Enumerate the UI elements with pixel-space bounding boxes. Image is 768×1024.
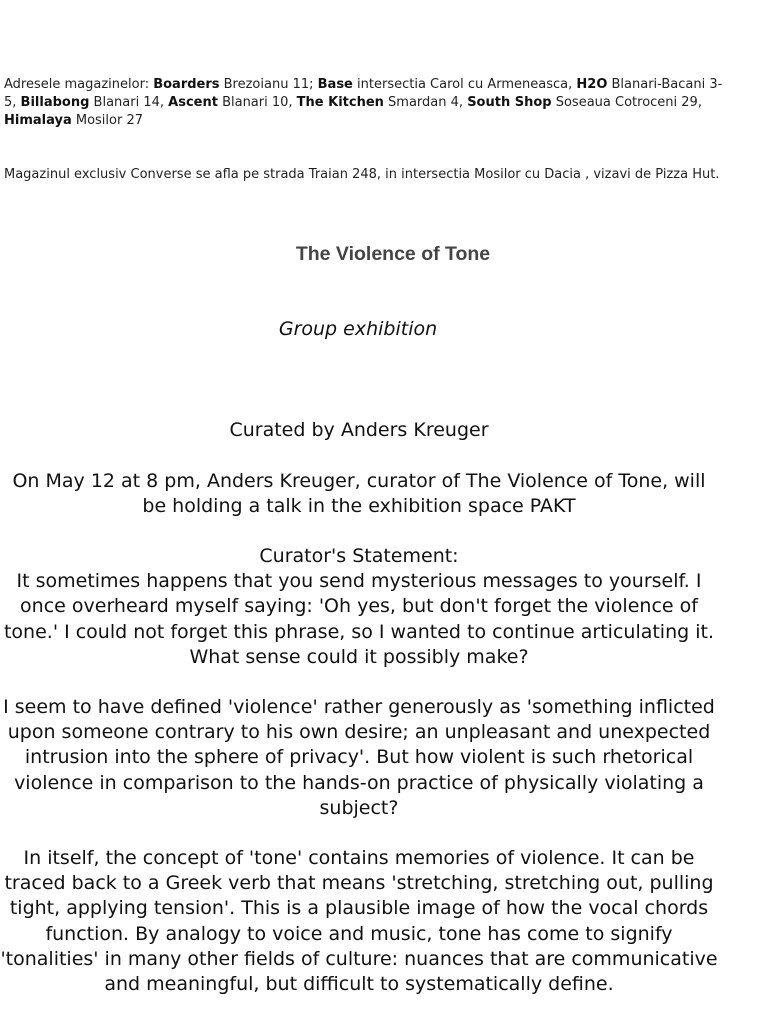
statement-heading: Curator's Statement: bbox=[259, 545, 459, 567]
store-name: Himalaya bbox=[4, 113, 72, 128]
store-address: Blanari-Bacani 3-5, bbox=[4, 77, 723, 110]
store-addresses bbox=[4, 76, 724, 130]
store-address: Soseaua Cotroceni 29, bbox=[551, 95, 702, 110]
exhibition-title: The Violence of Tone bbox=[295, 243, 491, 265]
store-name: The Kitchen bbox=[296, 95, 384, 110]
converse-store-note: Magazinul exclusiv Converse se afla pe strada Traian 248, in intersectia Mosilor cu Dacia , vizavi de Pizza Hut. bbox=[4, 167, 720, 182]
store-address: Brezoianu 11; bbox=[219, 77, 318, 92]
curator-statement bbox=[0, 544, 718, 670]
store-name: Base bbox=[317, 77, 353, 92]
store-address: Blanari 14, bbox=[89, 95, 169, 110]
store-address: Blanari 10, bbox=[217, 95, 297, 110]
store-name: Boarders bbox=[153, 77, 220, 92]
store-name: Ascent bbox=[168, 95, 218, 110]
statement-paragraph: It sometimes happens that you send mysterious messages to yourself. I once overheard myself saying: 'Oh yes, but don't forget the violence of tone.' I could not forget this phrase, so I wanted to continue articulating it. What sense could it possibly make? bbox=[3, 570, 715, 668]
talk-announcement: On May 12 at 8 pm, Anders Kreuger, curator of The Violence of Tone, will be holding a talk in the exhibition space PAKT bbox=[12, 470, 706, 518]
store-addresses-intro: Adresele magazinelor: bbox=[4, 77, 154, 92]
exhibition-subtitle: Group exhibition bbox=[278, 318, 438, 340]
store-name: Billabong bbox=[20, 95, 90, 110]
store-address: intersectia Carol cu Armeneasca, bbox=[352, 77, 577, 92]
statement-paragraph: In itself, the concept of 'tone' contains memories of violence. It can be traced back to a Greek verb that means 'stretching, stretching out, pulling tight, applying tension'. This is a plausible image of how the vocal chords function. By analogy to voice and music, tone has come to signify 'tonalities' in many other fields of culture: nuances that are communicative and meaningful, but difficult to systematically define. bbox=[0, 847, 718, 996]
store-name: South Shop bbox=[467, 95, 552, 110]
store-name: H2O bbox=[576, 77, 608, 92]
store-address: Smardan 4, bbox=[383, 95, 468, 110]
curator-credit: Curated by Anders Kreuger bbox=[229, 419, 489, 441]
statement-paragraph: I seem to have defined 'violence' rather generously as 'something inflicted upon someone contrary to his own desire; an unpleasant and unexpected intrusion into the sphere of privacy'. But how violent is such rhetorical violence in comparison to the hands-on practice of physically violating a subject? bbox=[3, 696, 715, 819]
store-address: Mosilor 27 bbox=[71, 113, 144, 128]
